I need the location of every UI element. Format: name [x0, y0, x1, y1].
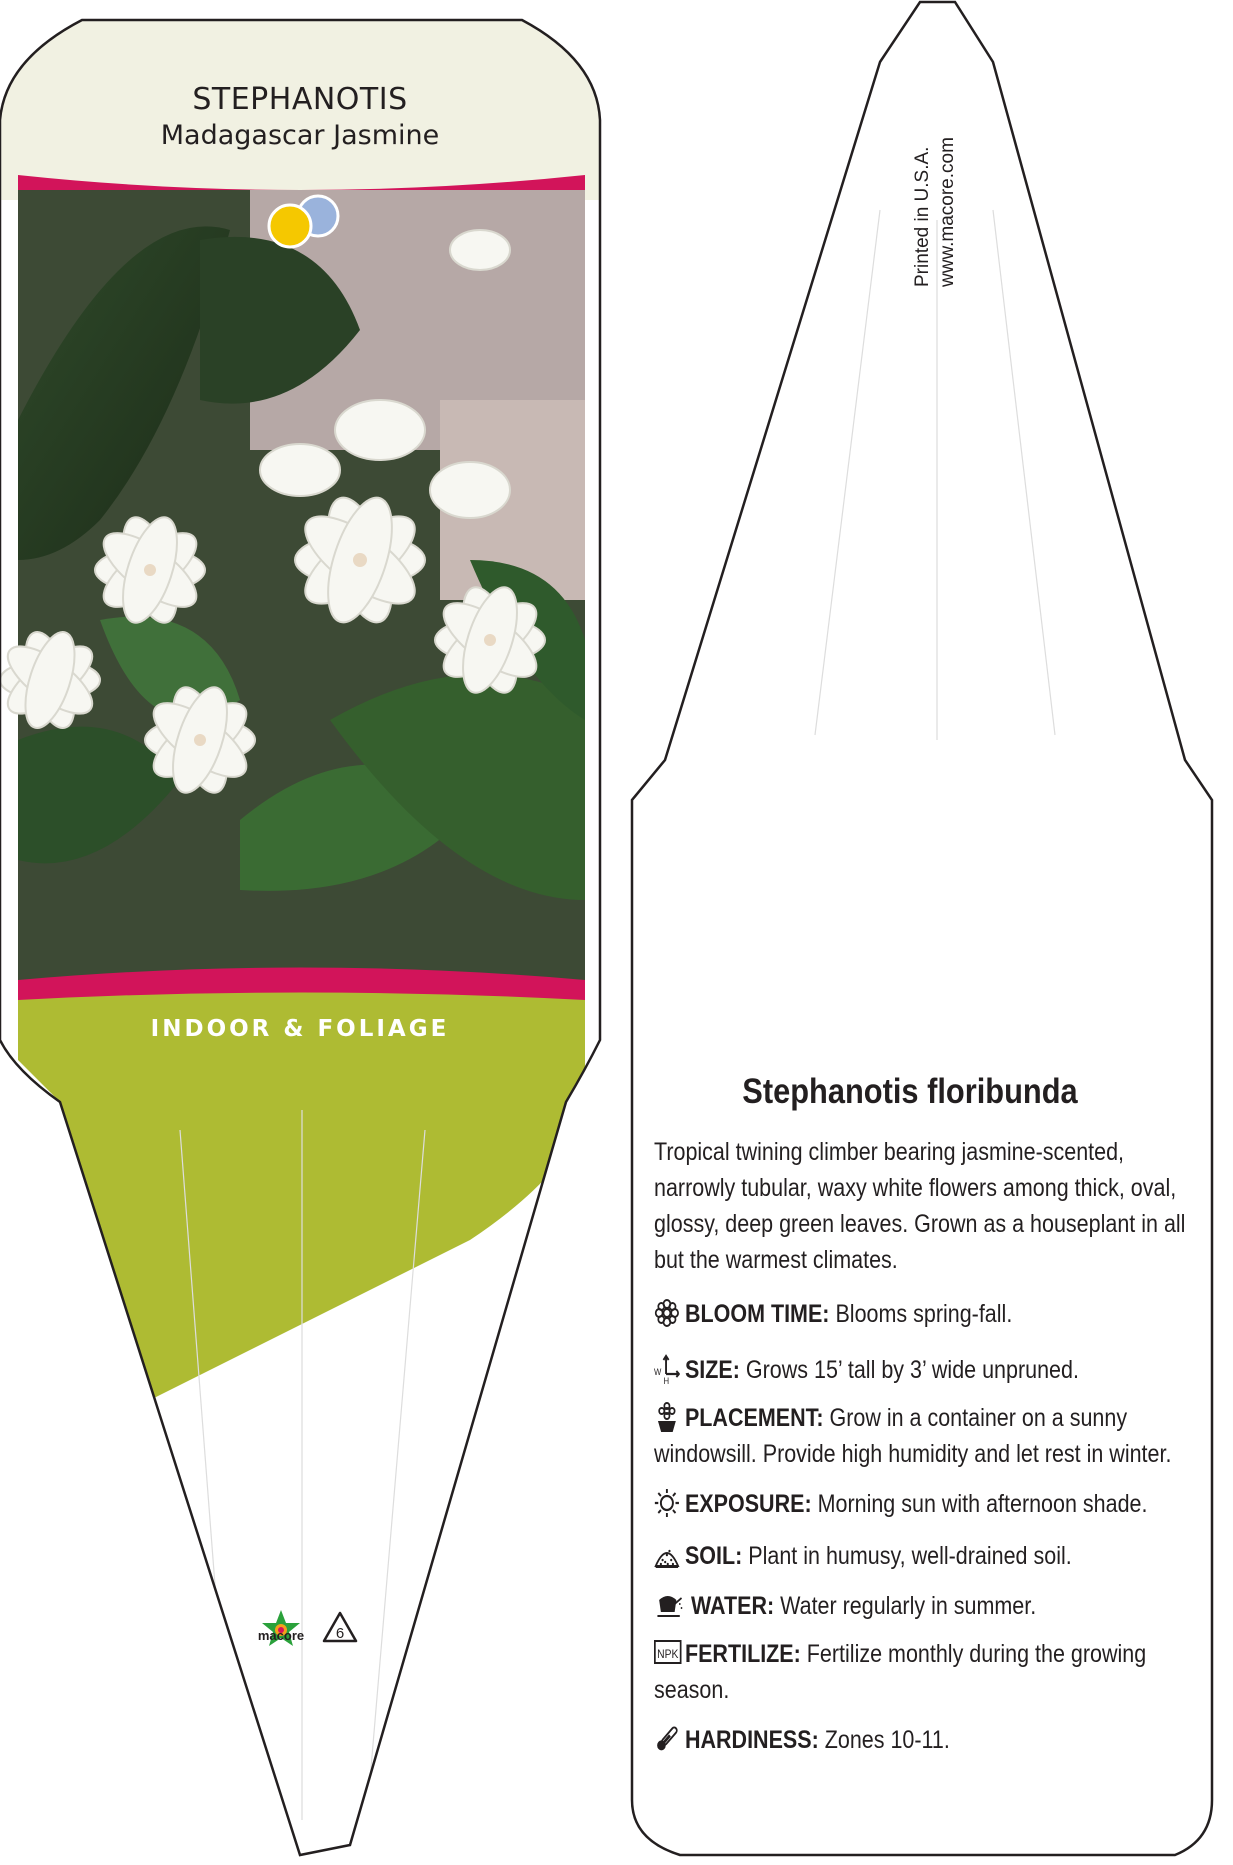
- macore-logo: [246, 1608, 316, 1665]
- logo-text: macore: [257, 1628, 305, 1643]
- description-line: Tropical twining climber bearing jasmine-scented,: [654, 1138, 1125, 1166]
- flower-icon: [654, 1298, 680, 1328]
- attr-water: WATER: Water regularly in summer.: [654, 1588, 1136, 1624]
- npk-icon: [654, 1638, 680, 1668]
- svg-text:W: W: [654, 1366, 662, 1378]
- svg-text:NPK: NPK: [657, 1648, 679, 1662]
- website-text: www.macore.com: [937, 137, 958, 287]
- attr-size: W H SIZE: Grows 15’ tall by 3’ wide unpruned.: [654, 1352, 1136, 1388]
- category-label: INDOOR & FOLIAGE: [150, 1016, 450, 1042]
- description-line: narrowly tubular, waxy white flowers among thick, oval,: [654, 1174, 1177, 1202]
- attr-placement: PLACEMENT: Grow in a container on a sunny windowsill. Provide high humidity and let rest in winter.: [654, 1404, 1172, 1468]
- full-sun-icon: [269, 205, 311, 247]
- printed-in-text: Printed in U.S.A.: [912, 146, 933, 287]
- attr-exposure: EXPOSURE: Morning sun with afternoon shade.: [654, 1486, 1136, 1522]
- attr-bloom-time: BLOOM TIME: Blooms spring-fall.: [654, 1296, 1136, 1332]
- thermometer-icon: [654, 1724, 680, 1754]
- front-tag: [0, 0, 600, 1865]
- sub-name: Madagascar Jasmine: [160, 120, 440, 151]
- attr-hardiness: HARDINESS: Zones 10-11.: [654, 1722, 1136, 1758]
- soil-icon: [654, 1540, 680, 1570]
- description: [654, 1134, 1186, 1278]
- botanical-name: Stephanotis floribunda: [742, 1072, 1078, 1111]
- recycle-icon: [321, 1610, 359, 1651]
- watering-can-icon: [654, 1590, 680, 1620]
- description-line: glossy, deep green leaves. Grown as a houseplant in all: [654, 1210, 1186, 1238]
- plant-photo: [0, 190, 585, 980]
- description-line: but the warmest climates.: [654, 1246, 898, 1274]
- placement-icon: [654, 1402, 680, 1432]
- size-icon: [654, 1354, 680, 1384]
- attr-soil: SOIL: Plant in humusy, well-drained soil.: [654, 1538, 1136, 1574]
- sun-icon: [654, 1488, 680, 1518]
- common-name: STEPHANOTIS: [192, 82, 408, 117]
- attr-fertilize: NPK FERTILIZE: Fertilize monthly during the growing season.: [654, 1640, 1147, 1704]
- svg-text:H: H: [663, 1375, 670, 1384]
- recycle-number: 6: [335, 1625, 345, 1642]
